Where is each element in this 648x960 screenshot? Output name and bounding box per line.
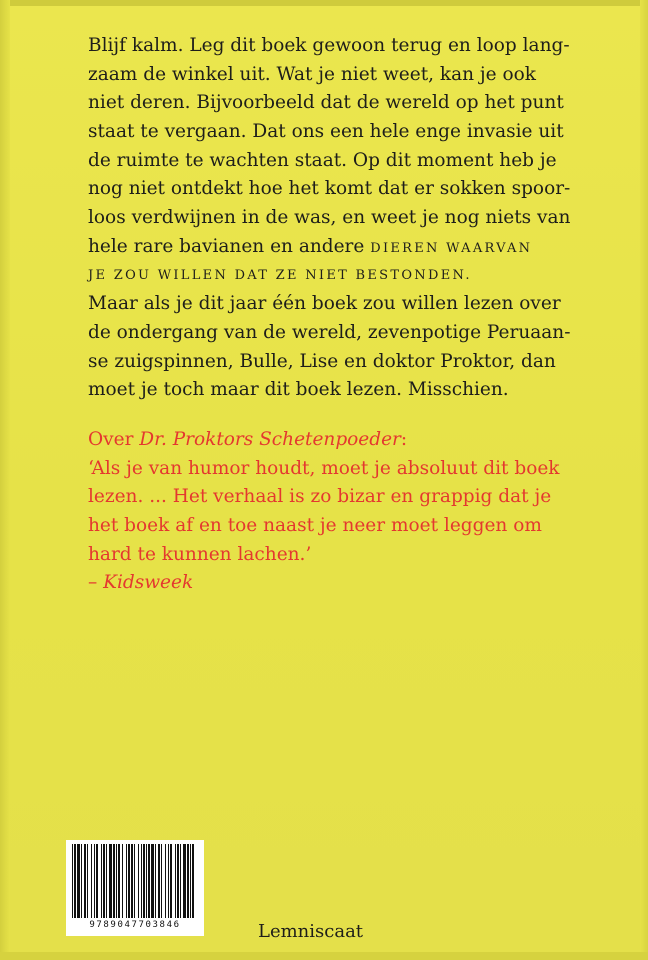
blurb-smallcaps: DIEREN WAARVAN [370,240,533,256]
review-attribution [88,569,558,598]
review-line: lezen. ... Het verhaal is zo bizar en grappig dat je [88,486,552,508]
barcode-bar [116,844,117,918]
review-book-title: Dr. Proktors Schetenpoeder [139,429,401,450]
barcode [66,840,204,936]
barcode-bar [192,844,194,918]
cover-edge-bottom [0,952,648,960]
review-line: ‘Als je van humor houdt, moet je absoluut dit boek [88,457,560,479]
barcode-bar [155,844,156,918]
barcode-bar [113,844,115,918]
publisher-name: Lemniscaat [258,921,364,942]
blurb-line [88,233,558,262]
barcode-bar [190,844,191,918]
barcode-bar [134,844,135,918]
review-dash: – [88,572,104,594]
barcode-bar [118,844,120,918]
barcode-bar [138,844,139,918]
barcode-bar [77,844,80,918]
barcode-bar [175,844,176,918]
blurb-line: nog niet ontdekt hoe het komt dat er sokken spoor- [88,178,571,200]
barcode-bar [87,844,88,918]
barcode-bar [170,844,172,918]
blurb-line: Blijf kalm. Leg dit boek gewoon terug en loop lang- [88,35,570,56]
blurb-line-start: hele rare bavianen en andere [88,235,371,257]
blurb-line: staat te vergaan. Dat ons een hele enge invasie uit [88,121,564,143]
barcode-bar [131,844,133,918]
barcode-bar [180,844,181,918]
blurb-line: Maar als je dit jaar één boek zou willen lezen over [88,293,561,315]
barcode-bar [101,844,102,918]
barcode-bar [158,844,160,918]
barcode-bar [141,844,142,918]
barcode-bar [84,844,86,918]
review-intro [88,426,558,455]
review-intro-text: Over [88,429,140,450]
blurb-smallcaps-line: JE ZOU WILLEN DAT ZE NIET BESTONDEN. [88,267,472,283]
barcode-bar [161,844,162,918]
cover-edge-left [0,0,10,960]
barcode-bar [122,844,123,918]
review-quote [88,426,558,598]
blurb-line: niet deren. Bijvoorbeeld dat de wereld op het punt [88,92,564,114]
barcode-bar [81,844,82,918]
blurb-line: de ondergang van de wereld, zevenpotige Peruaan- [88,321,571,343]
barcode-bar [106,844,107,918]
barcode-bar [96,844,98,918]
blurb-line: se zuigspinnen, Bulle, Lise en doktor Proktor, dan [88,350,556,372]
barcode-bar [183,844,186,918]
blurb-line: zaam de winkel uit. Wat je niet weet, kan je ook [88,63,536,85]
barcode-bar [109,844,112,918]
barcode-bar [91,844,92,918]
barcode-bars [70,844,200,918]
barcode-bar [177,844,179,918]
barcode-bar [94,844,95,918]
barcode-isbn: 9789047703846 [89,920,181,930]
barcode-bar [126,844,127,918]
barcode-bar [128,844,130,918]
blurb-line: loos verdwijnen in de was, en weet je nog niets van [88,207,571,229]
barcode-bar [143,844,145,918]
barcode-bar [74,844,76,918]
review-line: hard te kunnen lachen.’ [88,543,312,565]
cover-edge-top [0,0,648,6]
blurb-line: moet je toch maar dit boek lezen. Misschien. [88,379,509,401]
review-source: Kidsweek [103,572,194,594]
blurb-text [88,32,571,405]
barcode-bar [103,844,105,918]
barcode-bar [187,844,189,918]
review-colon: : [400,429,408,450]
cover-edge-right [640,0,648,960]
review-line: het boek af en toe naast je neer moet leggen om [88,515,542,537]
barcode-bar [168,844,169,918]
barcode-bar [146,844,147,918]
barcode-bar [165,844,166,918]
barcode-bar [72,844,73,918]
barcode-bar [151,844,154,918]
barcode-bar [148,844,150,918]
blurb-line: de ruimte te wachten staat. Op dit moment heb je [88,149,557,171]
